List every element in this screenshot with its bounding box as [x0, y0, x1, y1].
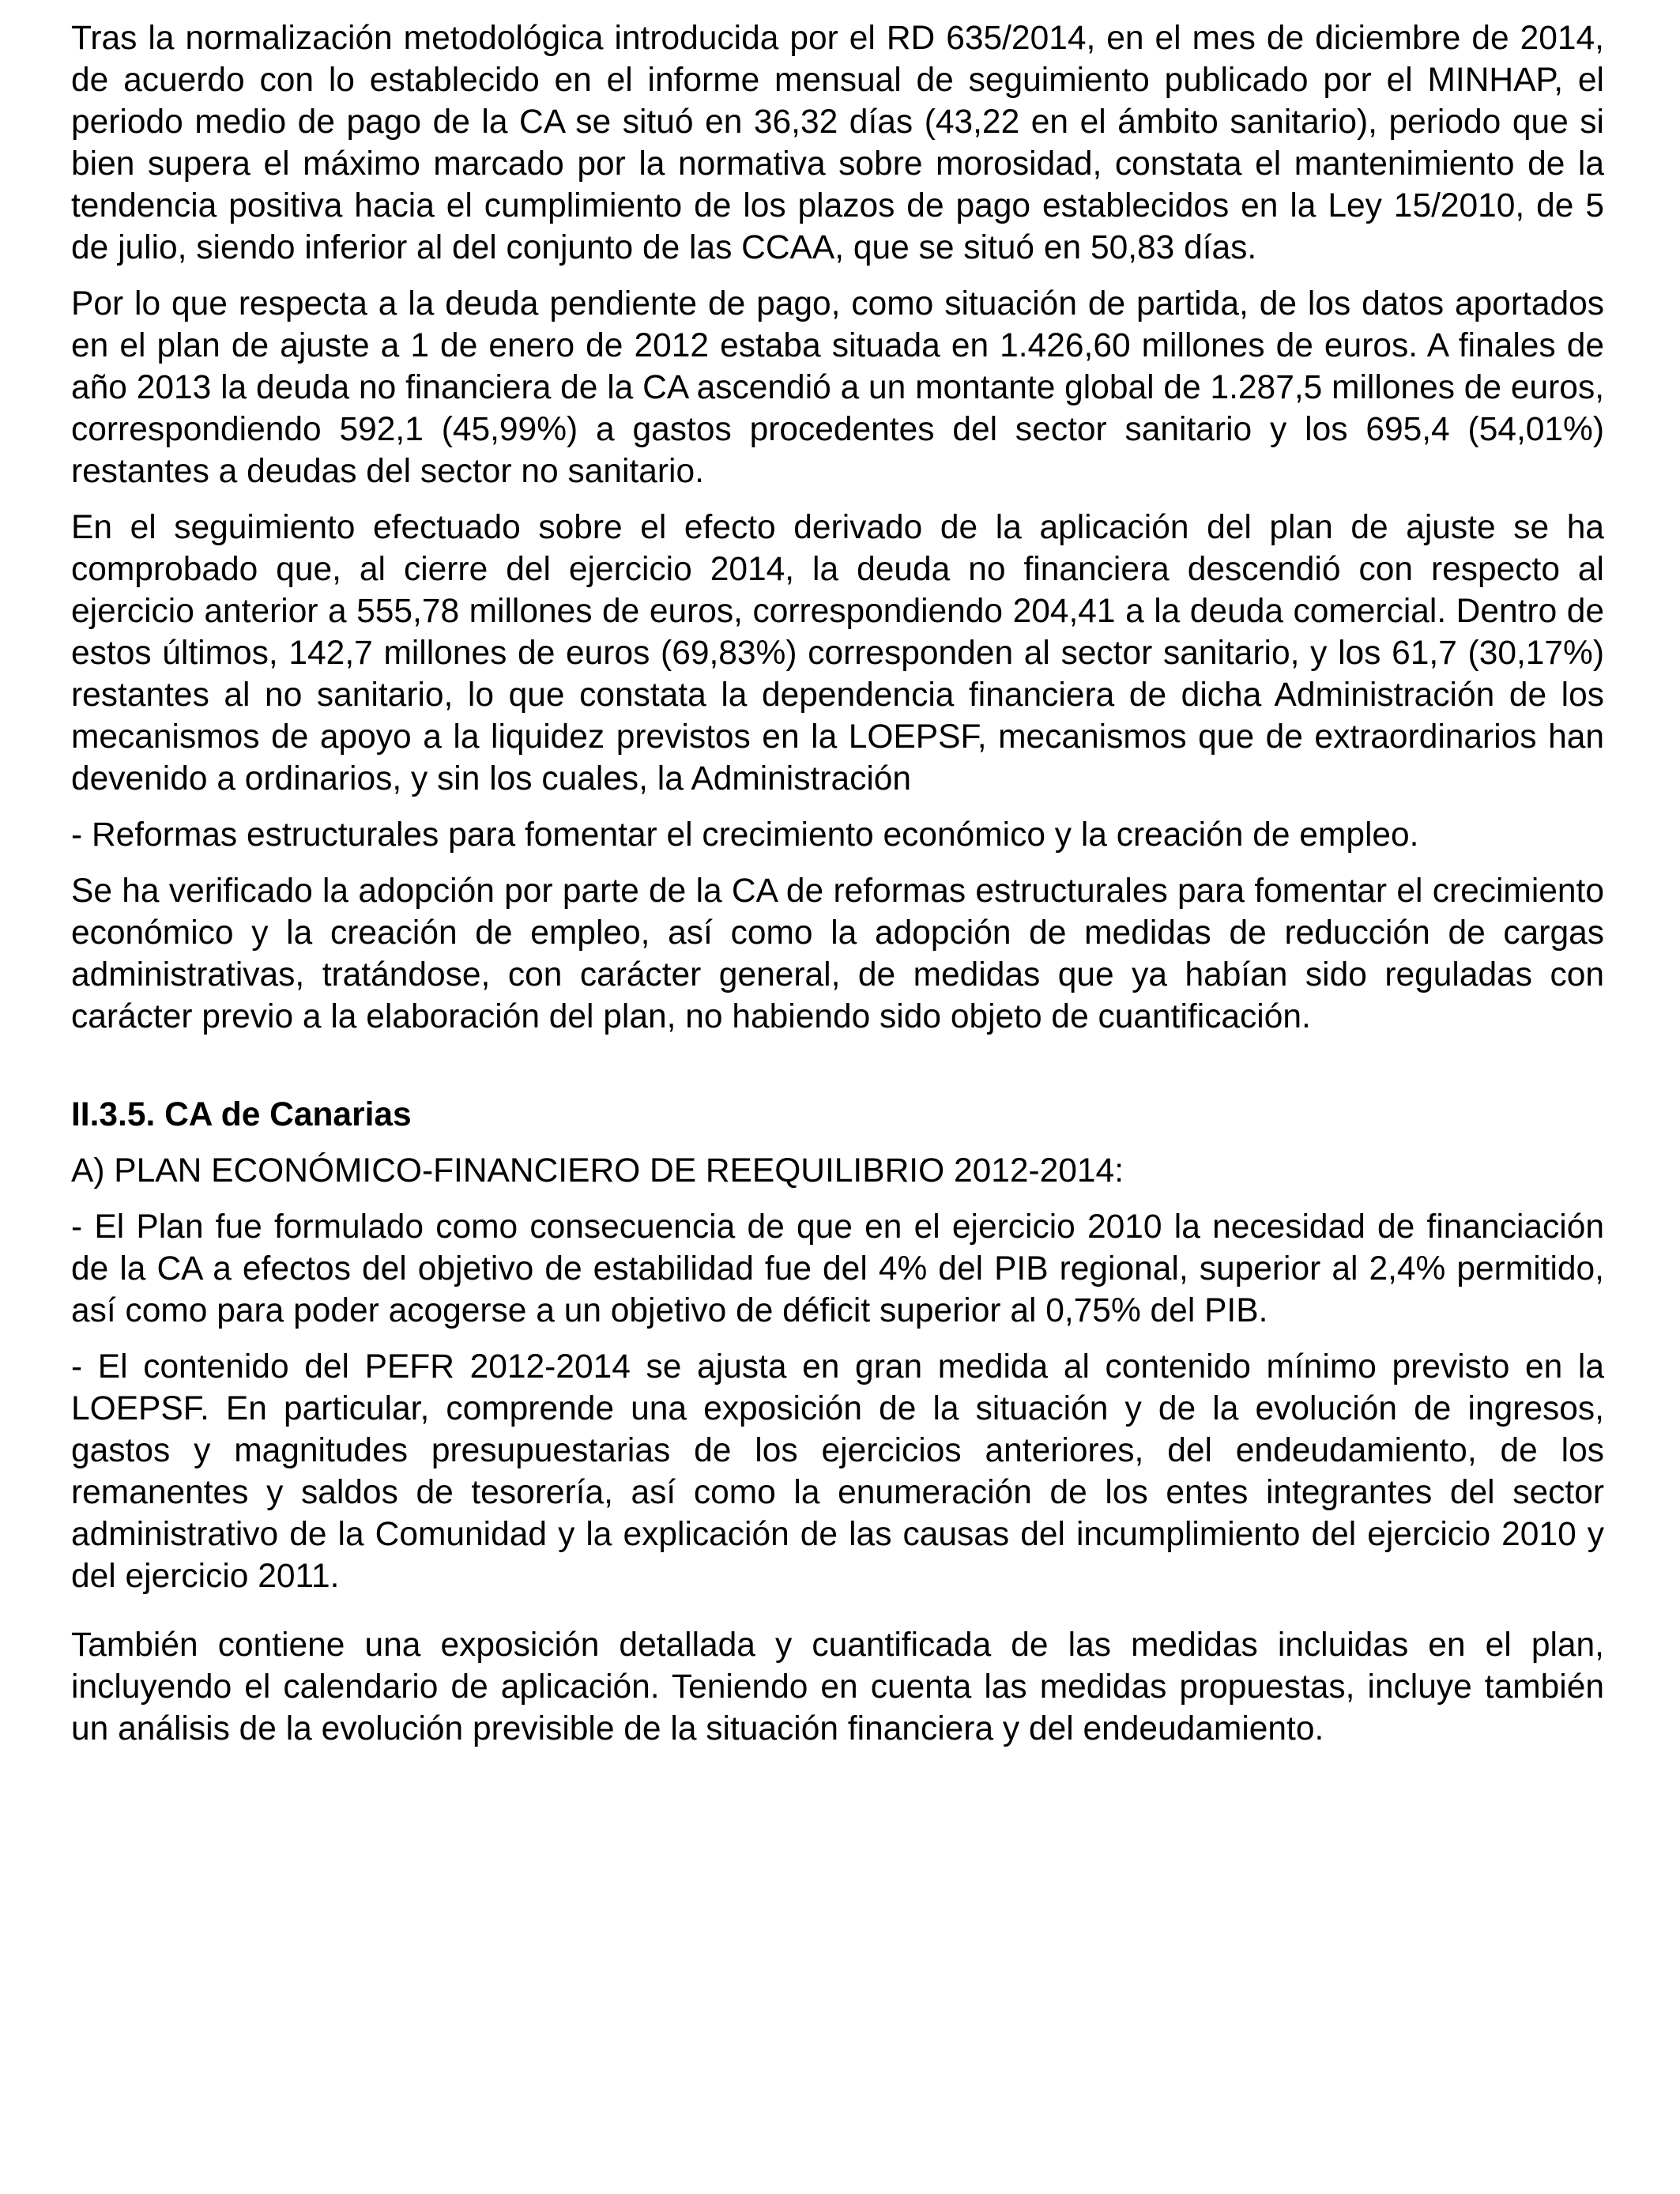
subheading-plan: A) PLAN ECONÓMICO-FINANCIERO DE REEQUILIBRIO 2012-2014: [71, 1152, 1124, 1189]
document-page [71, 17, 1604, 1764]
paragraph-adjustment-plan-followup: En el seguimiento efectuado sobre el efecto derivado de la aplicación del plan de ajuste se ha comprobado que, al cierre del ejercicio 2014, la deuda no financiera descendió con respecto al ejercicio anterior a 555,78 millones de euros, correspondiendo 204,41 a la deuda comercial. Dentro de estos últimos, 142,7 millones de euros (69,83%) corresponden al sector sanitario, y los 61,7 (30,17%) restantes al no sanitario, lo que constata la dependencia financiera de dicha Administración de los mecanismos de apoyo a la liquidez previstos en la LOEPSF, mecanismos que de extraordinarios han devenido a ordinarios, y sin los cuales, la Administración [71, 509, 1604, 797]
section-heading: II.3.5. CA de Canarias [71, 1096, 412, 1133]
paragraph-structural-reforms-title: - Reformas estructurales para fomentar el crecimiento económico y la creación de empleo. [71, 816, 1419, 854]
bullet-plan-content: - El contenido del PEFR 2012-2014 se ajusta en gran medida al contenido mínimo previsto en la LOEPSF. En particular, comprende una exposición de la situación y de la evolución de ingresos, gastos y magnitudes presupuestarias de los ejercicios anteriores, del endeudamiento, de los remanentes y saldos de tesorería, así como la enumeración de los entes integrantes del sector administrativo de la Comunidad y la explicación de las causas del incumplimiento del ejercicio 2010 y del ejercicio 2011. [71, 1348, 1604, 1595]
paragraph-closing: También contiene una exposición detallada y cuantificada de las medidas incluidas en el plan, incluyendo el calendario de aplicación. Teniendo en cuenta las medidas propuestas, incluye también un análisis de la evolución previsible de la situación financiera y del endeudamiento. [71, 1627, 1604, 1747]
paragraph-payment-period: Tras la normalización metodológica introducida por el RD 635/2014, en el mes de diciembre de 2014, de acuerdo con lo establecido en el informe mensual de seguimiento publicado por el MINHAP, el periodo medio de pago de la CA se situó en 36,32 días (43,22 en el ámbito sanitario), periodo que si bien supera el máximo marcado por la normativa sobre morosidad, constata el mantenimiento de la tendencia positiva hacia el cumplimiento de los plazos de pago establecidos en la Ley 15/2010, de 5 de julio, siendo inferior al del conjunto de las CCAA, que se situó en 50,83 días. [71, 20, 1604, 266]
paragraph-pending-debt: Por lo que respecta a la deuda pendiente de pago, como situación de partida, de los datos aportados en el plan de ajuste a 1 de enero de 2012 estaba situada en 1.426,60 millones de euros. A finales de año 2013 la deuda no financiera de la CA ascendió a un montante global de 1.287,5 millones de euros, correspondiendo 592,1 (45,99%) a gastos procedentes del sector sanitario y los 695,4 (54,01%) restantes a deudas del sector no sanitario. [71, 285, 1604, 490]
paragraph-structural-reforms: Se ha verificado la adopción por parte de la CA de reformas estructurales para fomentar el crecimiento económico y la creación de empleo, así como la adopción de medidas de reducción de cargas administrativas, tratándose, con carácter general, de medidas que ya habían sido reguladas con carácter previo a la elaboración del plan, no habiendo sido objeto de cuantificación. [71, 873, 1604, 1035]
bullet-plan-formulation: - El Plan fue formulado como consecuencia de que en el ejercicio 2010 la necesidad de financiación de la CA a efectos del objetivo de estabilidad fue del 4% del PIB regional, superior al 2,4% permitido, así como para poder acogerse a un objetivo de déficit superior al 0,75% del PIB. [71, 1208, 1604, 1329]
